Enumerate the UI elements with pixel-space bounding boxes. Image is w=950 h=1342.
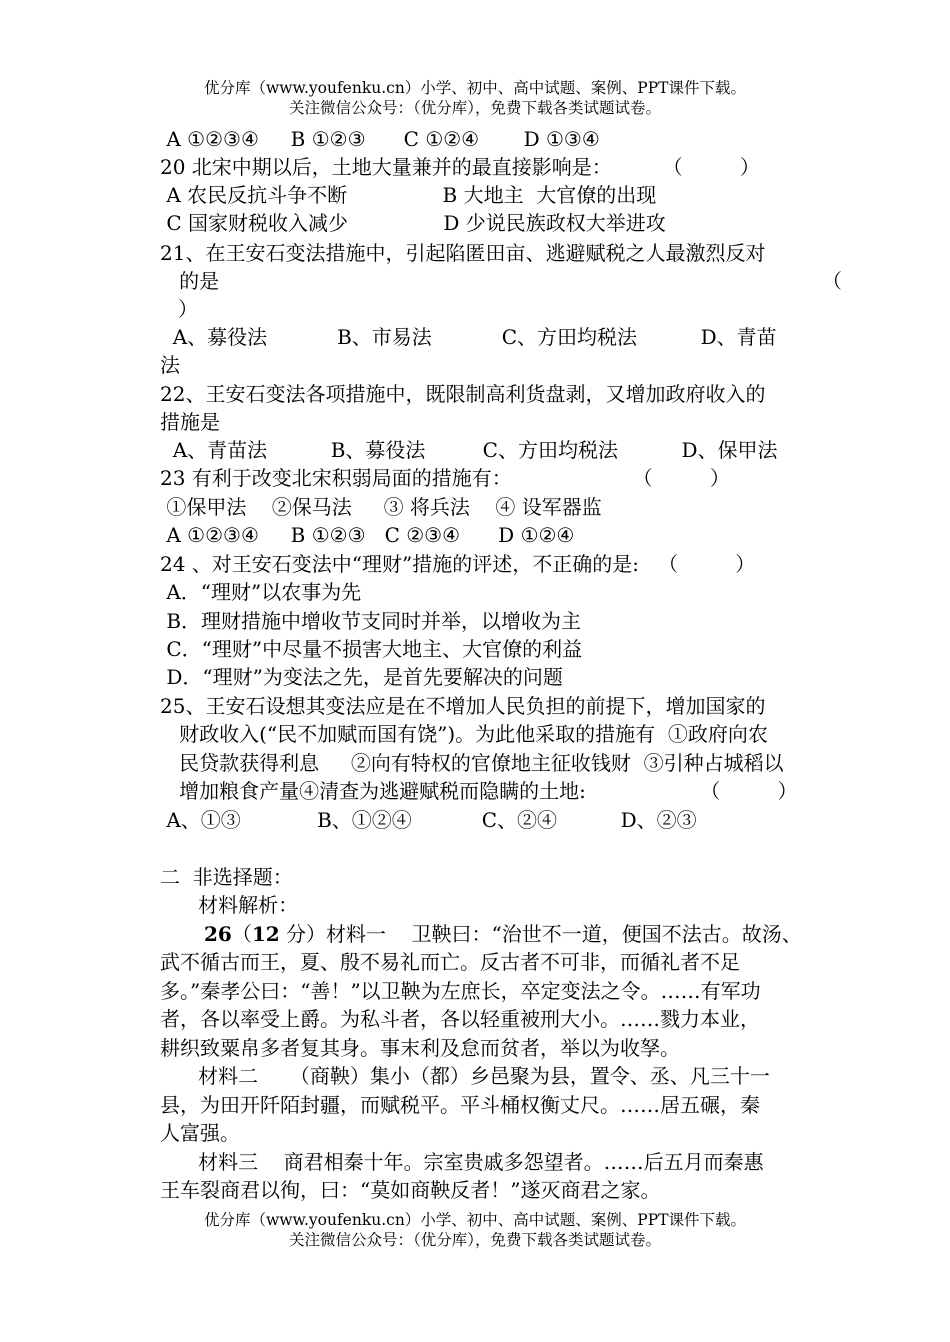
q26-score: 12	[251, 922, 280, 946]
q21-paren-close: ）	[178, 297, 198, 321]
q23-options: A ①②③④ B ①②③ C ②③④ D ①②④	[160, 523, 575, 547]
q23-items: ①保甲法 ②保马法 ③ 将兵法 ④ 设军器监	[160, 495, 602, 519]
q21-stem-2: 的是	[160, 269, 220, 293]
q25-stem-4: 增加粮食产量④清查为逃避赋税而隐瞒的土地: （ ）	[160, 779, 798, 803]
q24-option-d: D．“理财”为变法之先，是首先要解决的问题	[160, 665, 563, 689]
page-header-line-1: 优分库（www.youfenku.cn）小学、初中、高中试题、案例、PPT课件下载。	[203, 79, 747, 97]
q26-material-1-line-5: 耕织致粟帛多者复其身。事末利及怠而贫者，举以为收孥。	[160, 1036, 680, 1060]
q26-number: 26	[204, 922, 232, 946]
q24-stem: 24 、对王安石变法中“理财”措施的评述，不正确的是: （ ）	[160, 552, 756, 576]
q26-material-2-line-3: 人富强。	[160, 1121, 240, 1145]
q26-material-2-line-1: 材料二 （商鞅）集小（都）乡邑聚为县，置令、丞、凡三十一	[160, 1064, 770, 1088]
q21-paren-open: （	[822, 269, 842, 293]
page-header-line-2: 关注微信公众号：（优分库），免费下载各类试题试卷。	[288, 99, 661, 117]
q26-material-1-line-1: 材料一 卫鞅曰：“治世不一道，便国不法古。故汤、	[326, 922, 802, 946]
q20-options-2: C 国家财税收入减少 D 少说民族政权大举进攻	[160, 211, 666, 235]
q26-material-1-line-4: 者，各以率受上爵。为私斗者，各以轻重被刑大小。……戮力本业，	[160, 1007, 760, 1031]
q20-stem: 20 北宋中期以后，土地大量兼并的最直接影响是： （ ）	[160, 155, 760, 179]
page-footer-line-1: 优分库（www.youfenku.cn）小学、初中、高中试题、案例、PPT课件下载。	[203, 1211, 747, 1229]
q26-material-3-line-1: 材料三 商君相秦十年。宗室贵戚多怨望者。……后五月而秦惠	[160, 1150, 764, 1174]
q19-options: A ①②③④ B ①②③ C ①②④ D ①③④	[160, 127, 600, 151]
q26-paren: （	[231, 922, 252, 946]
q22-stem-2: 措施是	[160, 410, 220, 434]
section2-subtitle: 材料解析：	[160, 893, 299, 917]
q26-material-3-line-2: 王车裂商君以徇，曰：“莫如商鞅反者！”遂灭商君之家。	[160, 1178, 661, 1202]
q26-header-line	[204, 920, 802, 948]
q25-stem-1: 25、王安石设想其变法应是在不增加人民负担的前提下，增加国家的	[160, 694, 766, 718]
q21-stem-1: 21、在王安石变法措施中，引起陷匿田亩、逃避赋税之人最激烈反对	[160, 241, 766, 265]
q22-stem-1: 22、王安石变法各项措施中，既限制高利货盘剥，又增加政府收入的	[160, 382, 766, 406]
q26-score-suffix: 分）	[279, 922, 327, 946]
q26-material-1-line-3: 多。”秦孝公曰：“善！”以卫鞅为左庶长，卒定变法之令。……有军功	[160, 979, 761, 1003]
q20-options-1: A 农民反抗斗争不断 B 大地主 大官僚的出现	[160, 183, 657, 207]
q21-options-wrap: 法	[160, 353, 180, 377]
q25-stem-3: 民贷款获得利息 ②向有特权的官僚地主征收钱财 ③引种占城稻以	[160, 751, 784, 775]
q21-options: A、募役法 B、市易法 C、方田均税法 D、青苗	[160, 325, 777, 349]
q24-option-c: C．“理财”中尽量不损害大地主、大官僚的利益	[160, 637, 583, 661]
q24-option-b: B．理财措施中增收节支同时并举，以增收为主	[160, 609, 582, 633]
q26-material-2-line-2: 县，为田开阡陌封疆，而赋税平。平斗桶权衡丈尺。……居五碾，秦	[160, 1093, 760, 1117]
q24-option-a: A．“理财”以农事为先	[160, 580, 362, 604]
q25-stem-2: 财政收入(“民不加赋而国有饶”)。为此他采取的措施有 ①政府向农	[160, 722, 768, 746]
q23-stem: 23 有利于改变北宋积弱局面的措施有： （ ）	[160, 466, 730, 490]
page-footer-line-2: 关注微信公众号：（优分库），免费下载各类试题试卷。	[288, 1231, 661, 1249]
q22-options: A、青苗法 B、募役法 C、方田均税法 D、保甲法	[160, 438, 778, 462]
q26-material-1-line-2: 武不循古而王，夏、殷不易礼而亡。反古者不可非，而循礼者不足	[160, 950, 740, 974]
q25-options: A、①③ B、①②④ C、②④ D、②③	[160, 808, 697, 832]
section2-title: 二 非选择题：	[160, 865, 293, 889]
